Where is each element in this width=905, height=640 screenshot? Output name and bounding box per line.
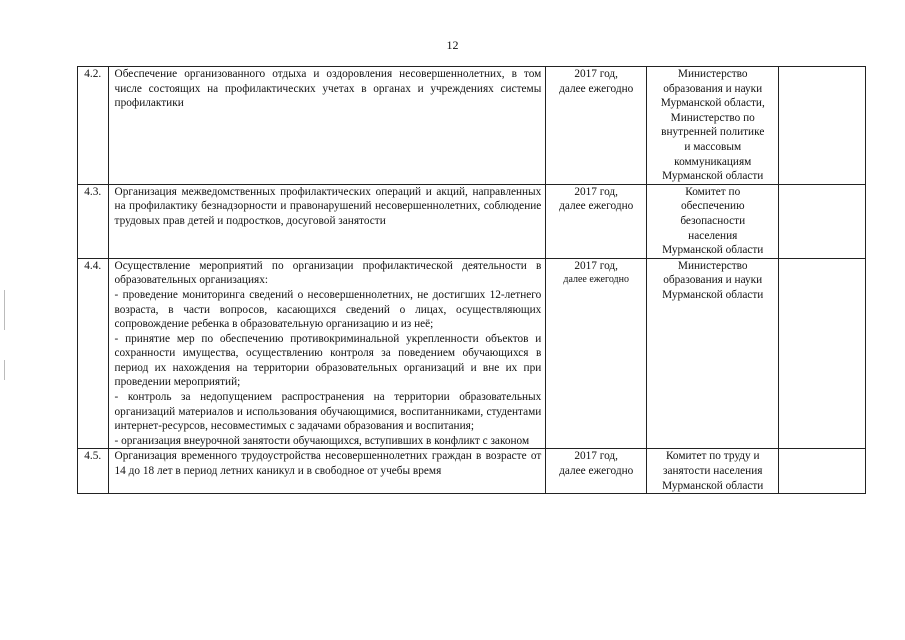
action-text: Обеспечение организованного отдыха и оздоровления несовершеннолетних, в том числе состоящих на профилактических учетах в органах и учреждениях системы профилактики	[114, 68, 542, 110]
responsible-text: населения	[688, 229, 738, 242]
action-cell	[108, 449, 546, 494]
row-number: 4.2.	[78, 67, 109, 185]
action-cell	[108, 258, 546, 449]
table-row	[78, 67, 866, 185]
term-cell	[546, 449, 647, 494]
page-number: 12	[446, 38, 459, 52]
term-cell	[546, 184, 647, 258]
responsible-text: безопасности	[680, 214, 746, 227]
responsible-text: Комитет по труду и	[665, 450, 760, 463]
row-number: 4.5.	[78, 449, 109, 494]
extra-cell	[779, 184, 866, 258]
measures-table	[77, 66, 866, 494]
term-cell	[546, 258, 647, 449]
responsible-text: внутренней политике	[661, 126, 765, 139]
term-text: 2017 год,	[574, 450, 619, 463]
action-cell	[108, 184, 546, 258]
extra-cell	[779, 449, 866, 494]
responsible-text: занятости населения	[663, 465, 763, 478]
responsible-text: Мурманской области,	[660, 97, 765, 110]
term-text: 2017 год,	[574, 68, 619, 80]
scan-edge-mark	[4, 290, 5, 330]
responsible-text: Министерство по	[670, 111, 755, 124]
responsible-text: Мурманской области	[662, 479, 764, 492]
action-text: Организация временного трудоустройства несовершеннолетних граждан в возрасте от 14 до 18 лет в период летних каникул и в свободное от учебы время	[114, 450, 542, 478]
term-text: 2017 год,	[574, 259, 619, 272]
action-text: Организация межведомственных профилактических операций и акций, направленных на профилактику безнадзорности и правонарушений несовершеннолетних, соблюдение трудовых прав детей и подростков, досуговой занятости	[114, 185, 542, 227]
responsible-text: Комитет по	[685, 185, 741, 198]
term-text: далее ежегодно	[559, 200, 634, 213]
responsible-cell	[647, 184, 779, 258]
scan-edge-mark	[4, 360, 5, 380]
table-row	[78, 449, 866, 494]
term-cell	[546, 67, 647, 185]
responsible-text: образования и науки	[663, 82, 763, 95]
action-bullet: - проведение мониторинга сведений о несовершеннолетних, не достигших 12-летнего возраста, в части вопросов, касающихся сведений о лицах, осуществляющих сопровождение ребенка в образовательную организацию и из неё;	[114, 288, 542, 331]
action-bullet: - принятие мер по обеспечению противокриминальной укрепленности объектов и сохранности имущества, осуществлению контроля за поведением обучающихся в период их нахождения на территории образовательных организаций и вне их при проведении мероприятий;	[114, 332, 542, 389]
row-number: 4.4.	[78, 258, 109, 449]
row-number: 4.3.	[78, 184, 109, 258]
responsible-text: и массовым	[684, 140, 742, 153]
action-text: Осуществление мероприятий по организации профилактической деятельности в образовательных организациях:	[114, 259, 542, 287]
extra-cell	[779, 67, 866, 185]
term-text: 2017 год,	[574, 185, 619, 198]
table-row	[78, 258, 866, 449]
action-cell	[108, 67, 546, 185]
responsible-text: Мурманской области	[662, 170, 764, 183]
responsible-text: Мурманской области	[662, 288, 764, 301]
responsible-text: Мурманской области	[662, 244, 764, 257]
term-text: далее ежегодно	[559, 465, 634, 478]
extra-cell	[779, 258, 866, 449]
responsible-text: коммуникациям	[674, 155, 752, 168]
responsible-text: образования и науки	[663, 274, 763, 287]
action-bullet: - контроль за недопущением распространения на территории образовательных организаций материалов и использования обучающимися, воспитанниками, студентами интернет-ресурсов, несовместимых с задачами образования и воспитания;	[114, 391, 542, 433]
responsible-cell	[647, 67, 779, 185]
term-text: далее ежегодно	[563, 274, 629, 286]
table-row	[78, 184, 866, 258]
responsible-cell	[647, 449, 779, 494]
responsible-text: обеспечению	[680, 200, 745, 213]
action-bullet: - организация внеурочной занятости обучающихся, вступивших в конфликт с законом	[114, 434, 530, 447]
responsible-cell	[647, 258, 779, 449]
term-text: далее ежегодно	[559, 82, 634, 95]
responsible-text: Министерство	[677, 259, 748, 272]
responsible-text: Министерство	[677, 68, 748, 80]
